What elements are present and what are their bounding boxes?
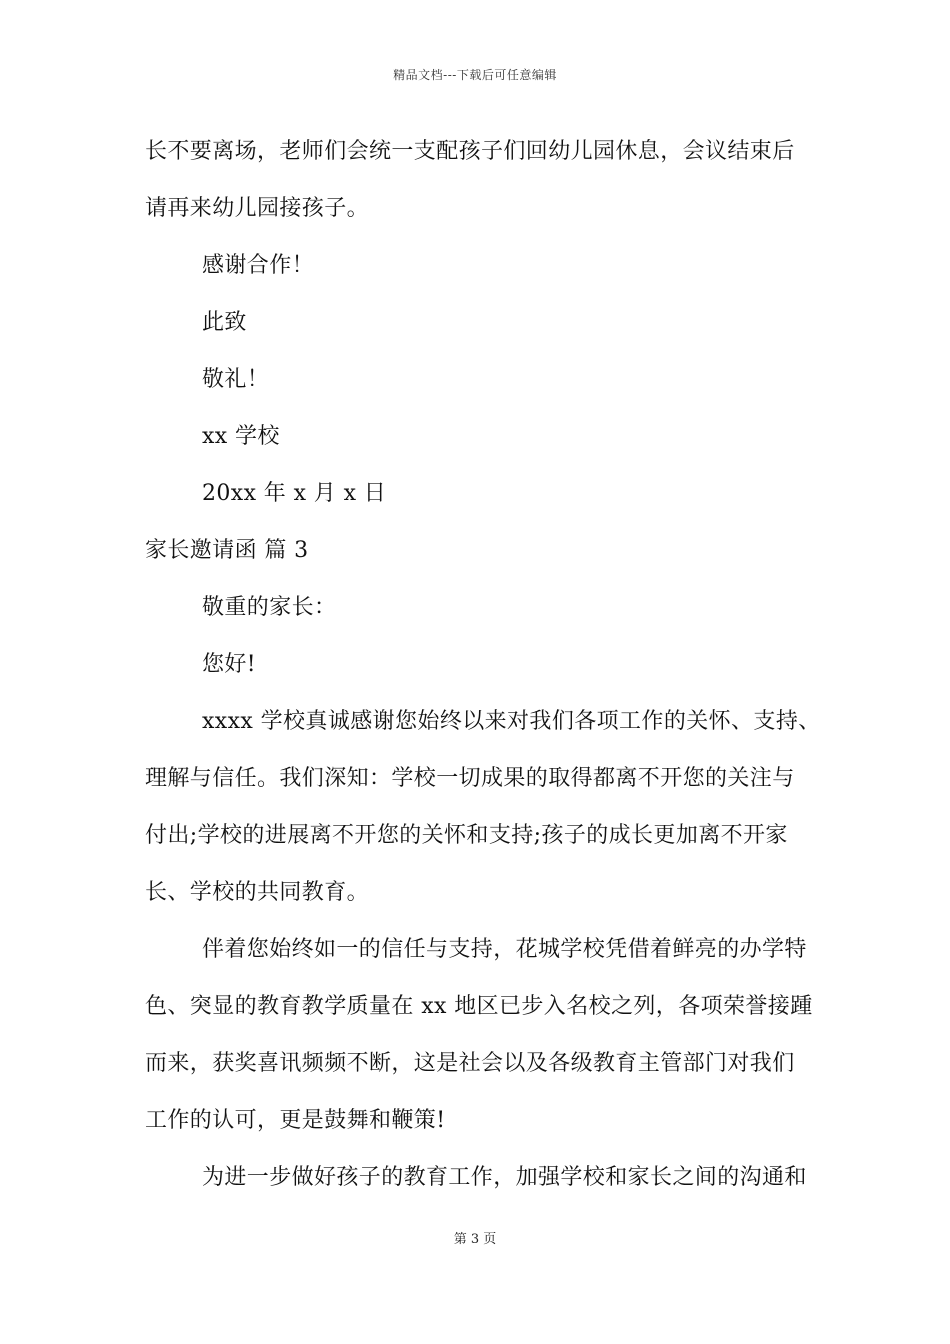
page-header: 精品文档---下载后可任意编辑 bbox=[393, 68, 557, 82]
body-line: 色、突显的教育教学质量在 xx 地区已步入名校之列，各项荣誉接踵 bbox=[145, 994, 813, 1019]
body-line: 理解与信任。我们深知：学校一切成果的取得都离不开您的关注与 bbox=[145, 766, 795, 791]
body-line: 伴着您始终如一的信任与支持，花城学校凭借着鲜亮的办学特 bbox=[202, 937, 807, 962]
body-line: 请再来幼儿园接孩子。 bbox=[145, 196, 370, 221]
body-line: 长不要离场，老师们会统一支配孩子们回幼儿园休息，会议结束后 bbox=[145, 139, 795, 164]
greeting-hello: 您好! bbox=[202, 652, 257, 677]
body-line: 工作的认可，更是鼓舞和鞭策! bbox=[145, 1108, 446, 1133]
body-line: 长、学校的共同教育。 bbox=[145, 880, 370, 905]
closing-salutation: 此致 bbox=[202, 310, 247, 335]
greeting: 敬重的家长： bbox=[202, 595, 337, 620]
closing-regards: 敬礼！ bbox=[202, 367, 270, 392]
section-heading: 家长邀请函 篇 3 bbox=[145, 538, 309, 563]
body-line: 为进一步做好孩子的教育工作，加强学校和家长之间的沟通和 bbox=[202, 1165, 807, 1190]
body-line: 付出;学校的进展离不开您的关怀和支持;孩子的成长更加离不开家 bbox=[145, 823, 788, 848]
body-line: xxxx 学校真诚感谢您始终以来对我们各项工作的关怀、支持、 bbox=[202, 709, 821, 734]
signature-school: xx 学校 bbox=[202, 424, 280, 449]
page-number: 第 3 页 bbox=[453, 1232, 497, 1247]
closing-thanks: 感谢合作！ bbox=[202, 253, 315, 278]
signature-date: 20xx 年 x 月 x 日 bbox=[202, 481, 387, 506]
body-line: 而来，获奖喜讯频频不断，这是社会以及各级教育主管部门对我们 bbox=[145, 1051, 795, 1076]
